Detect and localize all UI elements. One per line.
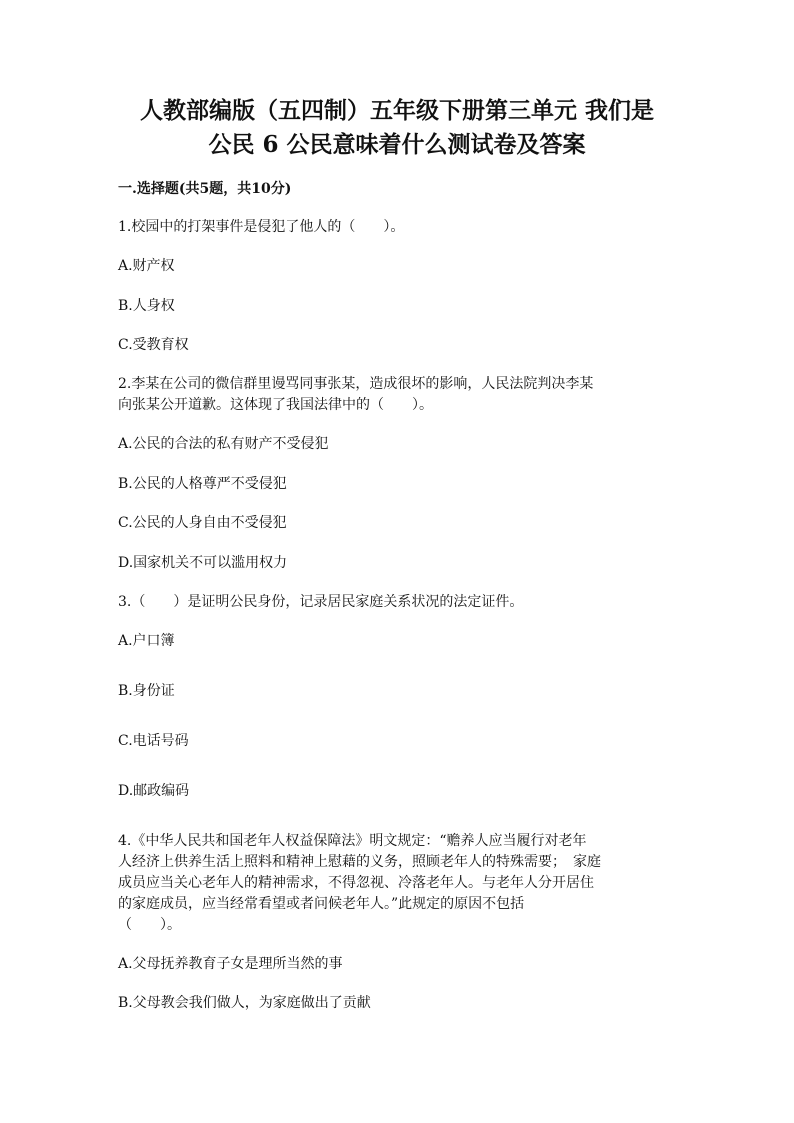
question-2-option-b: B.公民的人格尊严不受侵犯 xyxy=(118,476,287,492)
question-2-option-c: C.公民的人身自由不受侵犯 xyxy=(118,515,287,531)
question-2-option-d: D.国家机关不可以滥用权力 xyxy=(118,555,288,571)
question-2-stem-line-1: 2.李某在公司的微信群里谩骂同事张某，造成很坏的影响，人民法院判决李某 xyxy=(118,376,594,392)
question-3-option-b: B.身份证 xyxy=(118,683,175,699)
question-3-option-c: C.电话号码 xyxy=(118,733,189,749)
document-title xyxy=(60,94,734,162)
question-3-stem: 3.（ ）是证明公民身份，记录居民家庭关系状况的法定证件。 xyxy=(118,594,524,610)
question-4-stem-line-4: 的家庭成员，应当经常看望或者问候老年人。”此规定的原因不包括 xyxy=(118,896,525,912)
question-2-stem-line-2: 向张某公开道歉。这体现了我国法律中的（ ）。 xyxy=(118,397,433,413)
question-1-option-b: B.人身权 xyxy=(118,298,175,314)
section-heading: 一.选择题(共5题，共10分) xyxy=(118,181,292,197)
question-4-stem-line-1: 4.《中华人民共和国老年人权益保障法》明文规定：“赡养人应当履行对老年 xyxy=(118,833,587,849)
question-1-option-c: C.受教育权 xyxy=(118,337,189,353)
title-line-1: 人教部编版（五四制）五年级下册第三单元 我们是 xyxy=(139,97,654,124)
question-4-option-b: B.父母教会我们做人，为家庭做出了贡献 xyxy=(118,995,371,1011)
question-1-stem: 1.校园中的打架事件是侵犯了他人的（ ）。 xyxy=(118,219,405,235)
question-4-stem-line-5: （ ）。 xyxy=(118,917,181,933)
question-4-stem-line-2: 人经济上供养生活上照料和精神上慰藉的义务，照顾老年人的特殊需要； 家庭 xyxy=(118,854,601,870)
question-2-option-a: A.公民的合法的私有财产不受侵犯 xyxy=(118,436,329,452)
question-3-option-a: A.户口簿 xyxy=(118,633,175,649)
question-4-stem-line-3: 成员应当关心老年人的精神需求，不得忽视、冷落老年人。与老年人分开居住 xyxy=(118,875,594,891)
question-4-option-a: A.父母抚养教育子女是理所当然的事 xyxy=(118,956,343,972)
title-line-2: 公民 6 公民意味着什么测试卷及答案 xyxy=(208,131,586,158)
question-1-option-a: A.财产权 xyxy=(118,258,175,274)
question-3-option-d: D.邮政编码 xyxy=(118,783,190,799)
